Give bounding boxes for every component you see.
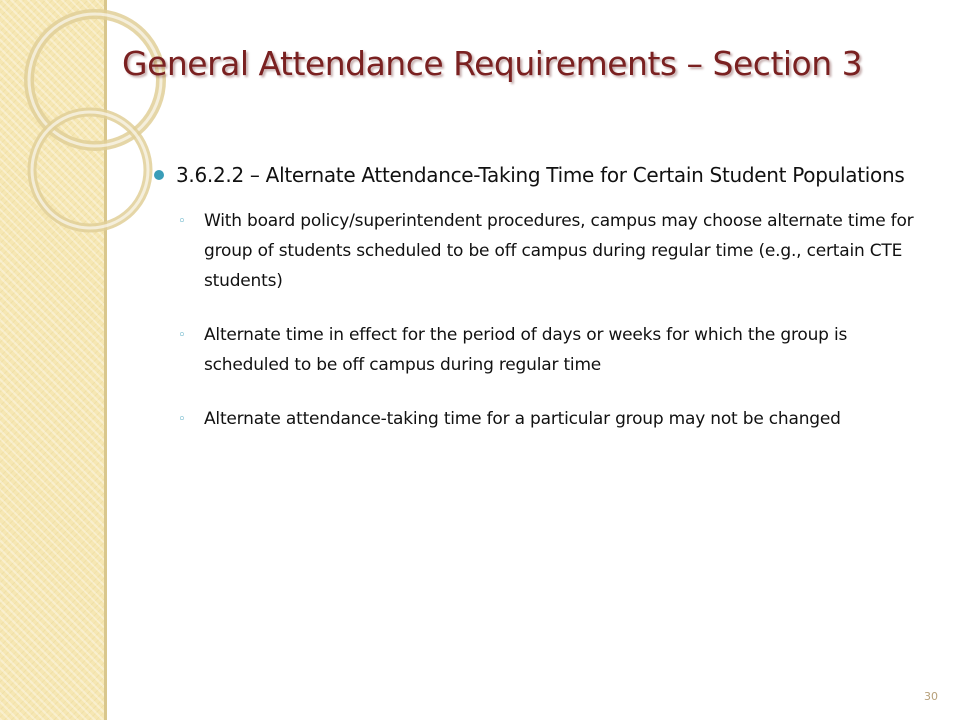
- sub-bullet-text: With board policy/superintendent procedures, campus may choose alternate time for group of students scheduled to be off campus during regular time (e.g., certain CTE students): [204, 211, 914, 291]
- sub-bullet-item: [176, 320, 934, 380]
- sub-bullet-item: [176, 206, 934, 296]
- slide-number: 30: [924, 690, 938, 703]
- sub-bullet-text: Alternate time in effect for the period of days or weeks for which the group is scheduled to be off campus during regular time: [204, 325, 848, 375]
- sub-bullet-list: [154, 206, 934, 434]
- hollow-circle-bullet-icon: ◦: [178, 328, 186, 343]
- decorative-rings-graphic: [0, 0, 180, 260]
- hollow-circle-bullet-icon: ◦: [178, 412, 186, 427]
- slide-content: [154, 160, 934, 458]
- filled-circle-bullet-icon: [154, 170, 164, 180]
- sub-bullet-text: Alternate attendance-taking time for a particular group may not be changed: [204, 409, 841, 429]
- sub-bullet-item: [176, 404, 934, 434]
- slide-title: General Attendance Requirements – Section 3: [122, 44, 863, 83]
- bullet-text: 3.6.2.2 – Alternate Attendance-Taking Time for Certain Student Populations: [176, 163, 905, 187]
- bullet-item: [154, 160, 934, 190]
- hollow-circle-bullet-icon: ◦: [178, 214, 186, 229]
